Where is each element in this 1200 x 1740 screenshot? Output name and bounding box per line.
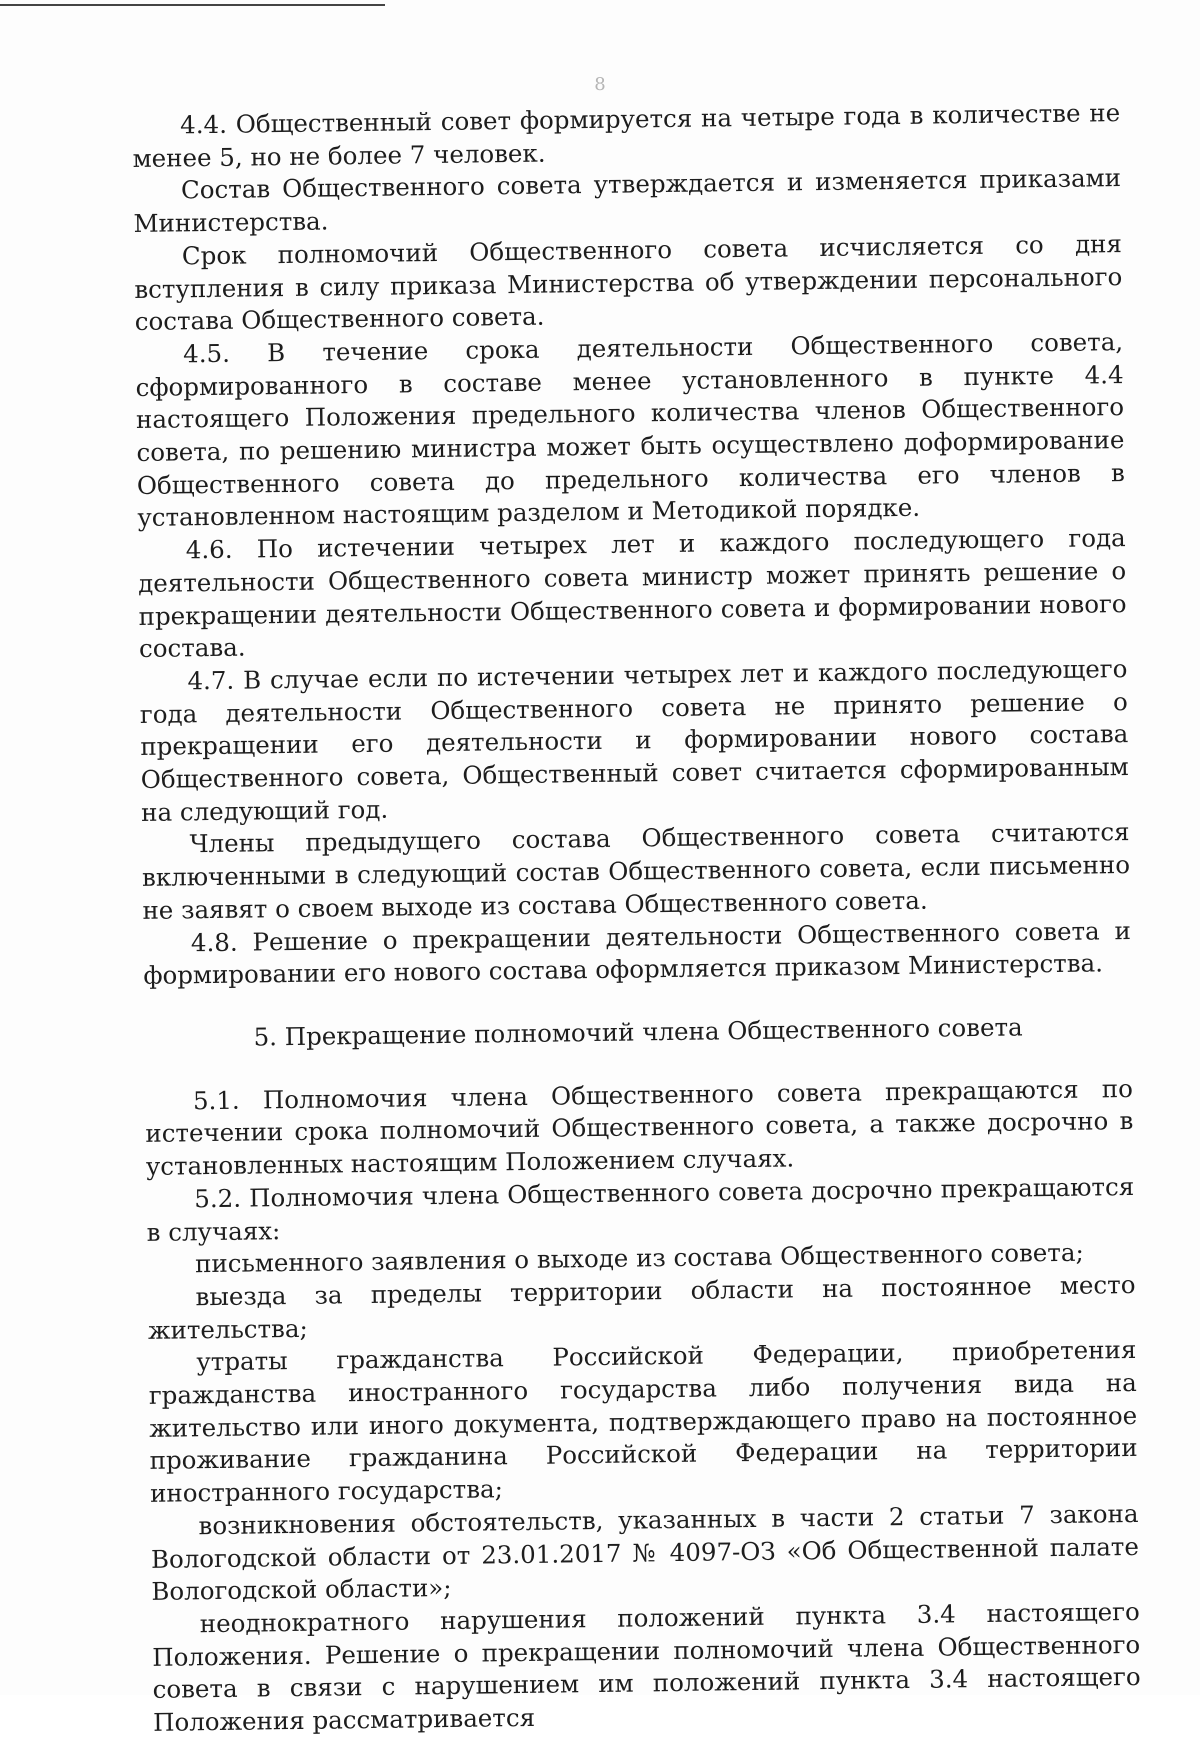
paragraph-4-6: 4.6. По истечении четырех лет и каждого последующего года деятельности Общественного совета министр может принять решение о прекращении деятельности Общественного совета и формировании нового состава. (138, 523, 1127, 664)
paragraph-4-7: 4.7. В случае если по истечении четырех лет и каждого последующего года деятельности Общественного совета не принято решение о прекращении его деятельности и формировании нового состава Общественного совета, Общественный совет считается сформированным на следующий год. (139, 653, 1129, 827)
paragraph-4-8: 4.8. Решение о прекращении деятельности Общественного совета и формировании его нового состава оформляется приказом Министерства. (143, 915, 1132, 991)
paragraph-5-2: 5.2. Полномочия члена Общественного совета досрочно прекращаются в случаях: (146, 1171, 1135, 1247)
paragraph-term-of-office: Срок полномочий Общественного совета исчисляется со дня вступления в силу приказа Министерства об утверждении персонального состава Общественного совета. (134, 228, 1123, 337)
paragraph-4-4: 4.4. Общественный совет формируется на четыре года в количестве не менее 5, но не более 7 человек. (132, 98, 1121, 173)
section-heading: 5. Прекращение полномочий члена Общественного совета (253, 1012, 1023, 1052)
list-item-departure: выезда за пределы территории области на постоянное место жительства; (147, 1269, 1136, 1345)
page-number: 8 (594, 74, 606, 95)
list-item-written-statement: письменного заявления о выходе из состава Общественного совета; (194, 1237, 1084, 1279)
paragraph-council-composition: Состав Общественного совета утверждается и изменяется приказами Министерства. (133, 163, 1122, 239)
paragraph-previous-members: Члены предыдущего состава Общественного совета считаются включенными в следующий состав Общественного совета, если письменно не заявят о своем выходе из состава Общественного совета. (141, 817, 1131, 925)
paragraph-5-1: 5.1. Полномочия члена Общественного совета прекращаются по истечении срока полномочий Общественного совета, а также досрочно в установленных настоящим Положением случаях. (145, 1073, 1134, 1182)
paragraph-4-5: 4.5. В течение срока деятельности Общественного совета, сформированного в составе менее установленного в пункте 4.4 настоящего Положения предельного количества членов Общественного совета, по решению министра может быть осуществлено доформирование Общественного совета до предельного количества его членов в установленном настоящим разделом и Методикой порядке. (135, 326, 1126, 533)
list-item-violations: неоднократного нарушения положений пункта 3.4 настоящего Положения. Решение о прекращении полномочий члена Общественного совета в связи с нарушением им положений пункта 3.4 настоящего Положения рассматривается (152, 1596, 1141, 1737)
list-item-circumstances: возникновения обстоятельств, указанных в части 2 статьи 7 закона Вологодской области от 23.01.2017 № 4097-ОЗ «Об Общественной палате Вологодской области»; (150, 1498, 1140, 1607)
list-item-citizenship: утраты гражданства Российской Федерации, приобретения гражданства иностранного государства либо получения вида на жительство или иного документа, подтверждающего право на постоянное проживание гражданина Российской Федерации на территории иностранного государства; (148, 1335, 1138, 1509)
top-scan-rule (0, 4, 385, 6)
document-body (132, 97, 1141, 1740)
